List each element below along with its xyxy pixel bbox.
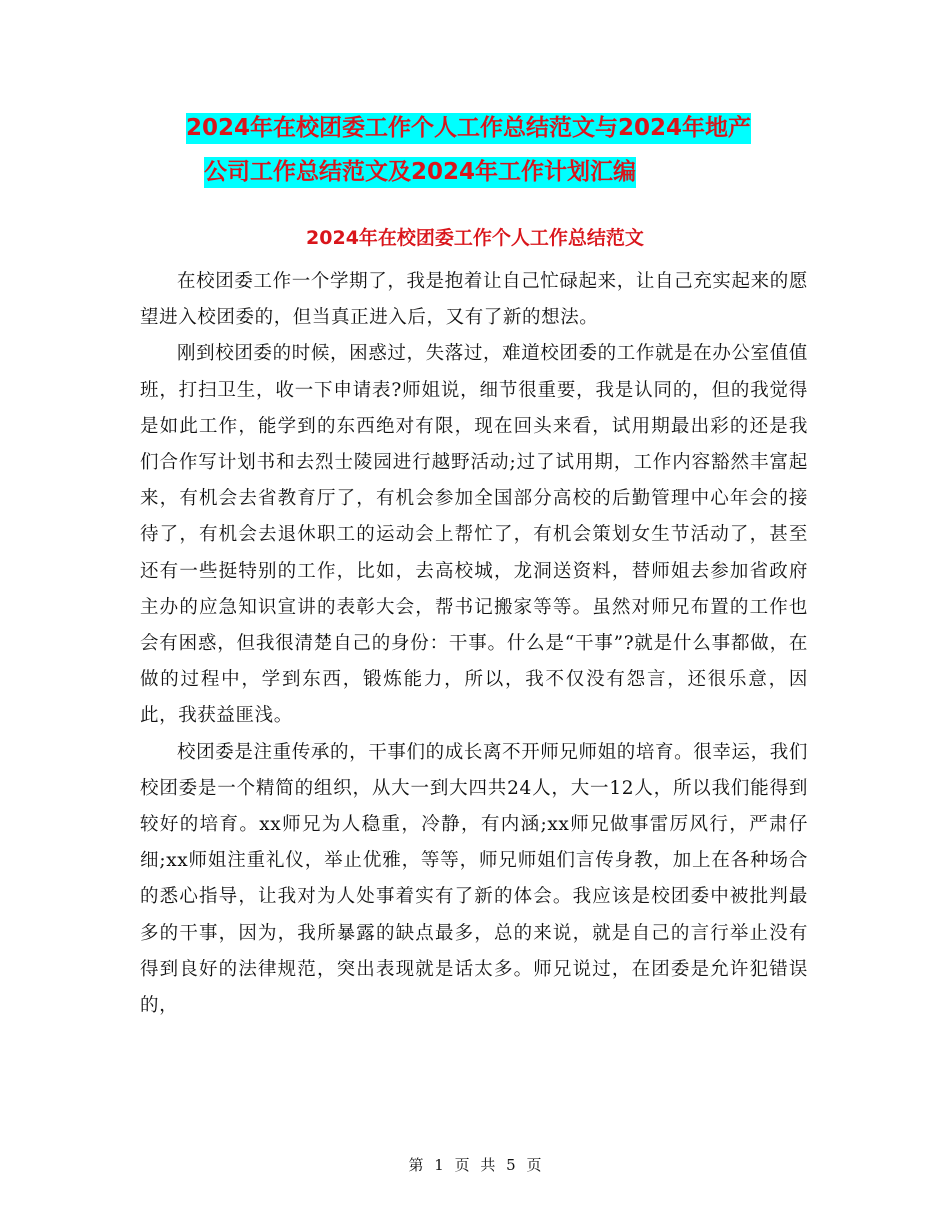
paragraph-1: 在校团委工作一个学期了，我是抱着让自己忙碌起来，让自己充实起来的愿望进入校团委的，但当真正进入后，又有了新的想法。	[140, 271, 808, 329]
paragraph-3: 校团委是注重传承的，干事们的成长离不开师兄师姐的培育。很幸运，我们校团委是一个精简的组织，从大一到大四共24人，大一12人，所以我们能得到较好的培育。xx师兄为人稳重，冷静，有内涵;xx师兄做事雷厉风行，严肃仔细;xx师姐注重礼仪，举止优雅，等等，师兄师姐们言传身教，加上在各种场合的悉心指导，让我对为人处事着实有了新的体会。我应该是校团委中被批判最多的干事，因为，我所暴露的缺点最多，总的来说，就是自己的言行举止没有得到良好的法律规范，突出表现就是话太多。师兄说过，在团委是允许犯错误的，	[140, 741, 808, 1017]
section-title: 2024年在校团委工作个人工作总结范文	[306, 227, 644, 249]
page-footer: 第 1 页 共 5 页	[408, 1156, 542, 1174]
document-title	[140, 106, 840, 194]
paragraph-2: 刚到校团委的时候，困惑过，失落过，难道校团委的工作就是在办公室值值班，打扫卫生，收一下申请表?师姐说，细节很重要，我是认同的，但的我觉得是如此工作，能学到的东西绝对有限，现在回头来看，试用期最出彩的还是我们合作写计划书和去烈士陵园进行越野活动;过了试用期，工作内容豁然丰富起来，有机会去省教育厅了，有机会参加全国部分高校的后勤管理中心年会的接待了，有机会去退休职工的运动会上帮忙了，有机会策划女生节活动了，甚至还有一些挺特别的工作，比如，去高校城，龙洞送资料，替师姐去参加省政府主办的应急知识宣讲的表彰大会，帮书记搬家等等。虽然对师兄布置的工作也会有困惑，但我很清楚自己的身份：干事。什么是“干事”?就是什么事都做，在做的过程中，学到东西，锻炼能力，所以，我不仅没有怨言，还很乐意，因此，我获益匪浅。	[140, 343, 808, 727]
body-text	[140, 264, 808, 1024]
document-title-line-2: 公司工作总结范文及2024年工作计划汇编	[204, 157, 636, 188]
document-title-line-1: 2024年在校团委工作个人工作总结范文与2024年地产	[186, 113, 751, 144]
